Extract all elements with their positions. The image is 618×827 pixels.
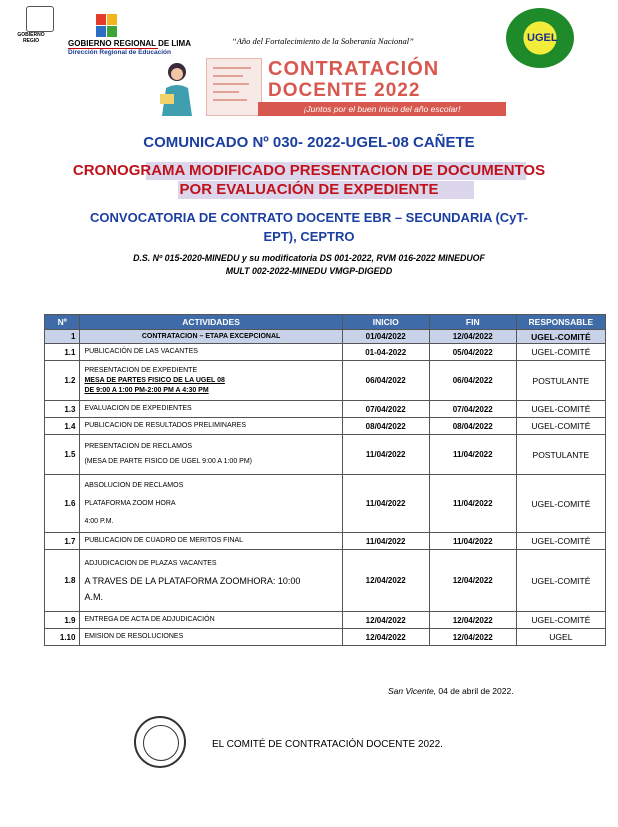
table-row — [45, 344, 606, 361]
legal-basis-line1: D.S. Nº 015-2020-MINEDU y su modificatoria DS 001-2022, RVM 016-2022 MINEDUOF — [133, 253, 485, 263]
activity-line: (MESA DE PARTE FISICO DE UGEL 9:00 A 1:00 PM) — [84, 458, 252, 465]
cell-inicio: 11/04/2022 — [342, 533, 429, 550]
cell-inicio: 11/04/2022 — [342, 475, 429, 533]
cell-inicio: 01/04/2022 — [342, 330, 429, 344]
activity-line: A.M. — [84, 592, 103, 602]
direccion-name: Dirección Regional de Educación — [68, 49, 171, 56]
cronograma-title-line1: CRONOGRAMA MODIFICADO PRESENTACION DE DOCUMENTOS — [72, 162, 546, 179]
comunicado-title: COMUNICADO Nº 030- 2022-UGEL-08 CAÑETE — [143, 134, 475, 151]
cell-inicio: 11/04/2022 — [342, 435, 429, 475]
cell-responsable: UGEL-COMITÉ — [516, 418, 605, 435]
table-row — [45, 435, 606, 475]
activity-line: PRESENTACION DE RECLAMOS — [84, 443, 193, 450]
cell-num: 1.1 — [45, 344, 80, 361]
cell-activity — [80, 475, 342, 533]
cell-responsable: UGEL-COMITÉ — [516, 533, 605, 550]
cell-inicio: 12/04/2022 — [342, 629, 429, 646]
activity-line: MESA DE PARTES FISICO DE LA UGEL 08 — [84, 376, 225, 384]
cell-fin: 07/04/2022 — [429, 401, 516, 418]
cell-inicio: 12/04/2022 — [342, 550, 429, 612]
cell-responsable: UGEL-COMITÉ — [516, 550, 605, 612]
activity-line: ADJUDICACION DE PLAZAS VACANTES — [84, 560, 217, 567]
gobierno-name: GOBIERNO REGIONAL DE LIMA — [68, 39, 191, 48]
cell-num: 1.2 — [45, 361, 80, 401]
cell-activity — [80, 550, 342, 612]
document-illustration-icon — [206, 58, 262, 116]
cell-num: 1.5 — [45, 435, 80, 475]
activity-line: PLATAFORMA ZOOM HORA — [84, 499, 176, 507]
cell-num: 1.10 — [45, 629, 80, 646]
banner-tagline: ¡Juntos por el buen inicio del año escolar! — [258, 102, 506, 116]
table-row — [45, 401, 606, 418]
activity-line: PRESENTACION DE EXPEDIENTE — [84, 366, 198, 374]
cell-inicio: 07/04/2022 — [342, 401, 429, 418]
cell-fin: 12/04/2022 — [429, 612, 516, 629]
activity-line: DE 9:00 A 1:00 PM-2:00 PM A 4:30 PM — [84, 386, 209, 394]
cell-responsable: UGEL-COMITÉ — [516, 475, 605, 533]
cell-activity — [80, 435, 342, 475]
cell-activity: PUBLICACION DE CUADRO DE MERITOS FINAL — [80, 533, 342, 550]
committee-seal-icon — [134, 716, 186, 768]
cell-inicio: 01-04-2022 — [342, 344, 429, 361]
cell-responsable: UGEL — [516, 629, 605, 646]
place-date — [388, 686, 514, 696]
cell-num: 1 — [45, 330, 80, 344]
table-row — [45, 361, 606, 401]
cell-fin: 12/04/2022 — [429, 629, 516, 646]
cell-fin: 12/04/2022 — [429, 330, 516, 344]
table-row — [45, 418, 606, 435]
table-row — [45, 629, 606, 646]
header-inicio: INICIO — [342, 315, 429, 330]
cronograma-title-line2: POR EVALUACIÓN DE EXPEDIENTE — [179, 181, 439, 198]
header-num: Nº — [45, 315, 80, 330]
cell-activity: EVALUACION DE EXPEDIENTES — [80, 401, 342, 418]
year-slogan: “Año del Fortalecimiento de la Soberanía Nacional” — [232, 36, 414, 46]
cell-num: 1.8 — [45, 550, 80, 612]
cell-activity: CONTRATACION – ETAPA EXCEPCIONAL — [80, 330, 342, 344]
cell-num: 1.6 — [45, 475, 80, 533]
ugel-badge-label: UGEL — [527, 32, 558, 44]
crest-caption: GOBIERNO REGIO — [17, 32, 45, 44]
banner-title-line1: CONTRATACIÓN — [268, 58, 440, 80]
activity-line: 4:00 P.M. — [84, 517, 114, 525]
cell-fin: 12/04/2022 — [429, 550, 516, 612]
cell-responsable: POSTULANTE — [516, 361, 605, 401]
cell-inicio: 08/04/2022 — [342, 418, 429, 435]
header-responsable: RESPONSABLE — [516, 315, 605, 330]
table-row — [45, 475, 606, 533]
cell-activity: PUBLICACION DE RESULTADOS PRELIMINARES — [80, 418, 342, 435]
gobierno-crest-icon — [26, 6, 54, 32]
table-header-row — [45, 315, 606, 330]
activity-line: ABSOLUCION DE RECLAMOS — [84, 481, 184, 489]
table-row — [45, 612, 606, 629]
cell-fin: 11/04/2022 — [429, 435, 516, 475]
issue-date: 04 de abril de 2022. — [436, 686, 514, 696]
cell-num: 1.9 — [45, 612, 80, 629]
cell-activity — [80, 361, 342, 401]
cell-num: 1.4 — [45, 418, 80, 435]
table-row-section — [45, 330, 606, 344]
cell-fin: 05/04/2022 — [429, 344, 516, 361]
cell-fin: 06/04/2022 — [429, 361, 516, 401]
cell-responsable: UGEL-COMITÉ — [516, 401, 605, 418]
gobierno-regional-logo-icon — [96, 14, 118, 38]
convocatoria-line2: EPT), CEPTRO — [263, 229, 355, 244]
legal-basis-line2: MULT 002-2022-MINEDU VMGP-DIGEDD — [225, 266, 393, 276]
committee-signature: EL COMITÉ DE CONTRATACIÓN DOCENTE 2022. — [212, 739, 443, 750]
teacher-illustration-icon — [148, 58, 206, 116]
cell-fin: 11/04/2022 — [429, 533, 516, 550]
cell-activity: PUBLICACIÓN DE LAS VACANTES — [80, 344, 342, 361]
ugel-badge-icon — [506, 8, 574, 68]
cell-responsable: UGEL-COMITÉ — [516, 330, 605, 344]
cell-num: 1.7 — [45, 533, 80, 550]
cell-inicio: 06/04/2022 — [342, 361, 429, 401]
table-row — [45, 550, 606, 612]
place-name: San Vicente, — [388, 686, 437, 696]
cell-responsable: POSTULANTE — [516, 435, 605, 475]
cell-fin: 11/04/2022 — [429, 475, 516, 533]
cell-activity: EMISION DE RESOLUCIONES — [80, 629, 342, 646]
table-row — [45, 533, 606, 550]
header-fin: FIN — [429, 315, 516, 330]
cell-responsable: UGEL-COMITÉ — [516, 344, 605, 361]
cell-num: 1.3 — [45, 401, 80, 418]
schedule-table — [44, 314, 606, 646]
banner-title-line2: DOCENTE 2022 — [268, 80, 421, 101]
convocatoria-line1: CONVOCATORIA DE CONTRATO DOCENTE EBR – SECUNDARIA (CyT- — [90, 210, 528, 225]
cell-responsable: UGEL-COMITÉ — [516, 612, 605, 629]
cell-fin: 08/04/2022 — [429, 418, 516, 435]
cell-inicio: 12/04/2022 — [342, 612, 429, 629]
cell-activity: ENTREGA DE ACTA DE ADJUDICACIÓN — [80, 612, 342, 629]
header-actividades: ACTIVIDADES — [80, 315, 342, 330]
activity-line: A TRAVES DE LA PLATAFORMA ZOOMHORA: 10:00 — [84, 576, 301, 586]
